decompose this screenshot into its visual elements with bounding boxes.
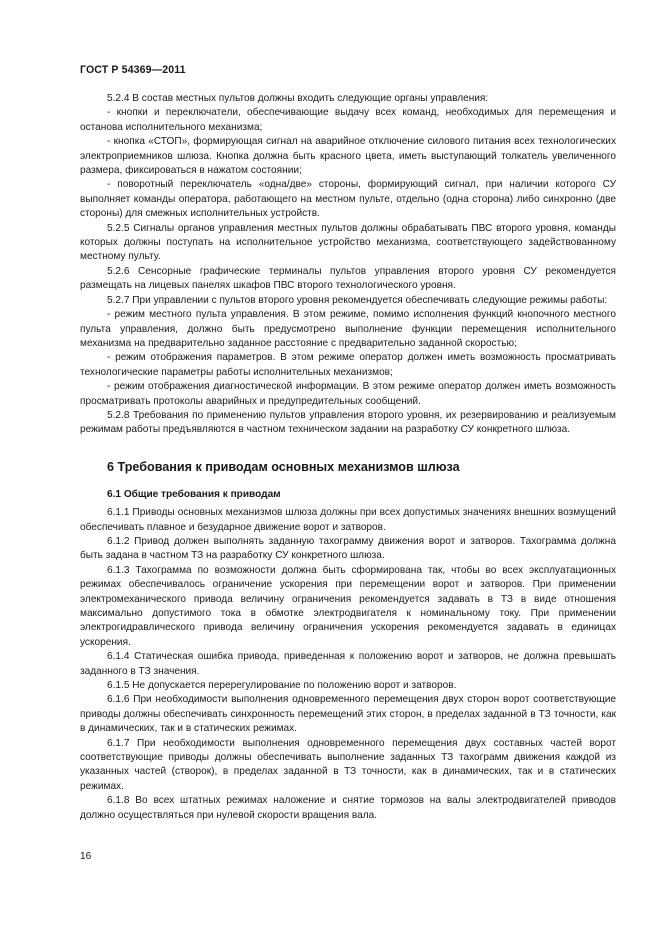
paragraph-6-1-8: 6.1.8 Во всех штатных режимах наложение и снятие тормозов на валы электродвигателей приводов должно осуществляться при нулевой скорости вращения вала. bbox=[80, 795, 616, 821]
paragraph-6-1-2: 6.1.2 Привод должен выполнять заданную тахограмму движения ворот и затворов. Тахограмма должна быть задана в частном ТЗ на разработку СУ конкретного шлюза. bbox=[80, 535, 616, 562]
paragraph-6-1-7: 6.1.7 При необходимости выполнения одновременного перемещения двух составных частей ворот соответствующие приводы должны обеспечивать выполнение заданных ТЗ тахограмм движения каждой из указанных частей (створок), в пределах заданной в ТЗ точности, как в динамических, так и в статических режимах. bbox=[80, 737, 616, 792]
paragraph-5-2-5: 5.2.5 Сигналы органов управления местных пультов должны обрабатывать ПВС второго уровня, команды которых должны поступать на исполнительное устройство механизма, соответствующего задействованному местному пульту. bbox=[80, 222, 616, 263]
list-item-local-panel-mode: - режим местного пульта управления. В этом режиме, помимо исполнения функций кнопочного местного пульта управления, должно быть предусмотрено выполнение функции перемещения исполнительного механизма на предварительно заданное расстояние с предварительно заданной скоростью; bbox=[80, 309, 616, 349]
paragraph-6-1-6: 6.1.6 При необходимости выполнения одновременного перемещения двух сторон ворот соответствующие приводы должны обеспечивать синхронность перемещений этих сторон, в пределах заданной в ТЗ точности, как в динамических, так и в статических режимах. bbox=[80, 694, 616, 735]
subsection-6-1-heading: 6.1 Общие требования к приводам bbox=[107, 488, 281, 500]
page-number: 16 bbox=[80, 851, 92, 862]
list-item-parameters-mode: - режим отображения параметров. В этом режиме оператор должен иметь возможность просматривать технологические параметры работы исполнительных механизмов; bbox=[80, 352, 616, 378]
list-item-diagnostics-mode: - режим отображения диагностической информации. В этом режиме оператор должен иметь возможность просматривать протоколы аварийных и предупредительных сообщений. bbox=[80, 381, 616, 407]
list-item-stop-button: - кнопка «СТОП», формирующая сигнал на аварийное отключение силового питания всех технологических электроприемников шлюза. Кнопка должна быть красного цвета, иметь выступающий толкатель увеличенного размера, фиксироваться в нажатом состоянии; bbox=[80, 136, 616, 177]
section-6-heading: 6 Требования к приводам основных механизмов шлюза bbox=[107, 459, 460, 474]
section-5-continued bbox=[80, 92, 616, 823]
paragraph-5-2-4: 5.2.4 В состав местных пультов должны входить следующие органы управления: bbox=[107, 93, 489, 104]
document-code-header: ГОСТ Р 54369—2011 bbox=[80, 64, 186, 76]
paragraph-6-1-4: 6.1.4 Статическая ошибка привода, приведенная к положению ворот и затворов, не должна превышать заданного в ТЗ значения. bbox=[80, 651, 616, 677]
paragraph-6-1-3: 6.1.3 Тахограмма по возможности должна быть сформирована так, чтобы во всех эксплуатационных режимах обеспечивалось ограничение ускорения при перемещении ворот и затворов. При применении электромеханического привода величину ограничения рекомендуется задавать в ТЗ в виде отношения максимально допустимого тока в обмотке электродвигателя к номинальному току. При применении электрогидравлического привода величину ограничения ускорения рекомендуется задавать в единицах ускорения. bbox=[80, 564, 616, 648]
paragraph-5-2-7: 5.2.7 При управлении с пультов второго уровня рекомендуется обеспечивать следующие режимы работы: bbox=[107, 294, 608, 306]
paragraph-5-2-8: 5.2.8 Требования по применению пультов управления второго уровня, их резервированию и реализуемым режимам работы предъявляются в частном техническом задании на разработку СУ конкретного шлюза. bbox=[80, 409, 616, 436]
list-item-buttons-switches: - кнопки и переключатели, обеспечивающие выдачу всех команд, необходимых для перемещения и останова исполнительного механизма; bbox=[80, 107, 616, 133]
paragraph-6-1-1: 6.1.1 Приводы основных механизмов шлюза должны при всех допустимых значениях внешних возмущений обеспечивать плавное и безударное движение ворот и затворов. bbox=[80, 507, 616, 533]
paragraph-6-1-5: 6.1.5 Не допускается перерегулирование по положению ворот и затворов. bbox=[107, 680, 457, 692]
list-item-side-selector: - поворотный переключатель «одна/две» стороны, формирующий сигнал, при наличии которого СУ выполняет команды оператора, работающего на местном пульте, отдельно (одна сторона) либо синхронно (две стороны) для смежных исполнительных устройств. bbox=[80, 179, 616, 220]
paragraph-5-2-6: 5.2.6 Сенсорные графические терминалы пультов управления второго уровня СУ рекомендуется размещать на лицевых панелях шкафов ПВС второго технологического уровня. bbox=[80, 265, 616, 292]
